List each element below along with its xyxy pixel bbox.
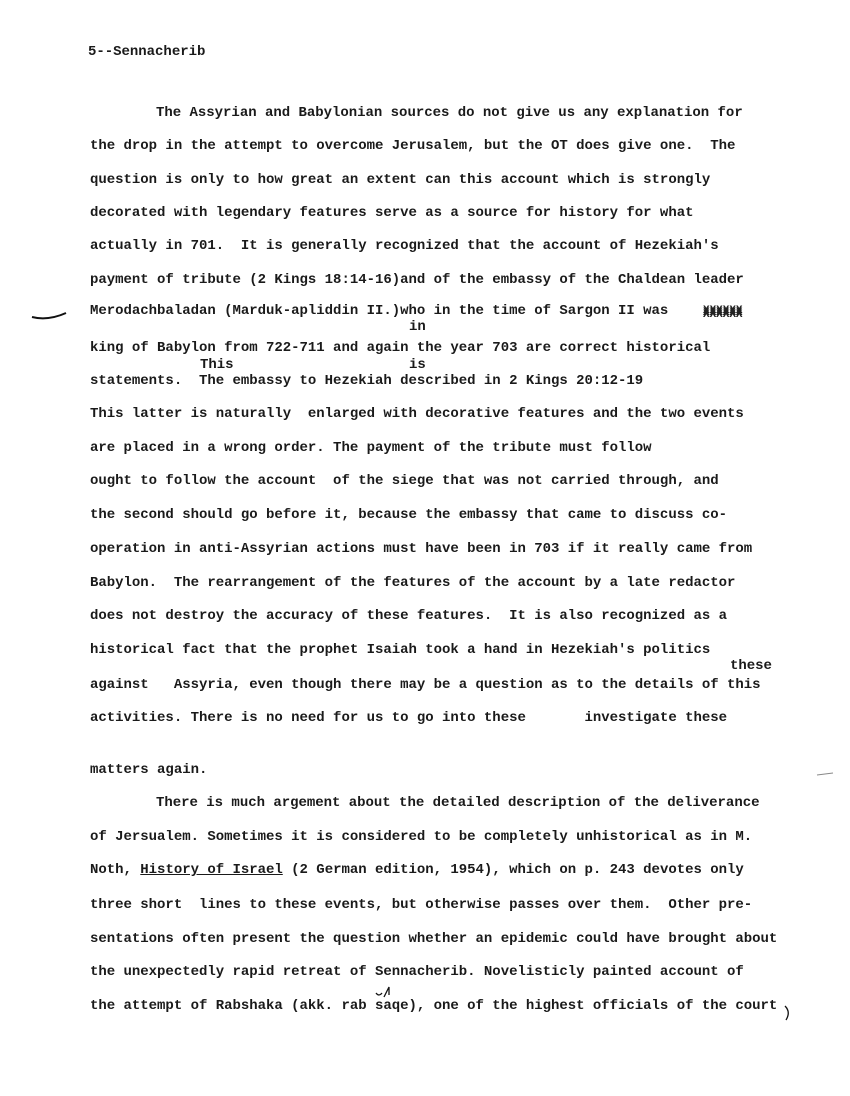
- text-line: statements. The embassy to Hezekiah described in 2 Kings 20:12-19: [90, 373, 644, 389]
- text-line: the second should go before it, because the embassy that came to discuss co-: [90, 507, 727, 523]
- text-line: actually in 701. It is generally recognized that the account of Hezekiah's: [90, 238, 719, 254]
- text-line: sentations often present the question whether an epidemic could have brought about: [90, 931, 778, 947]
- noth-before: Noth,: [90, 862, 141, 878]
- book-title: History of Israel: [140, 862, 283, 878]
- diacritic-mark: [374, 985, 394, 999]
- noth-after: (2 German edition, 1954), which on p. 243 devotes only: [282, 862, 744, 878]
- text-line: matters again.: [90, 762, 208, 778]
- margin-dash-mark: [815, 770, 835, 778]
- text-line: the unexpectedly rapid retreat of Sennacherib. Novelisticly painted account of: [90, 964, 744, 980]
- text-line: ought to follow the account of the siege that was not carried through, and: [90, 473, 719, 489]
- text-line: of Jersualem. Sometimes it is considered to be completely unhistorical as in M.: [90, 829, 753, 845]
- text-line: the attempt of Rabshaka (akk. rab saqe), one of the highest officials of the court: [90, 998, 778, 1014]
- text-line: This latter is naturally enlarged with decorative features and the two events: [90, 406, 744, 422]
- interlinear-these: these: [730, 658, 772, 674]
- interlinear-is: is: [409, 357, 426, 373]
- text-line: operation in anti-Assyrian actions must have been in 703 if it really came from: [90, 541, 753, 557]
- text-line: the drop in the attempt to overcome Jerusalem, but the OT does give one. The: [90, 138, 736, 154]
- page-header: 5--Sennacherib: [88, 44, 206, 60]
- margin-bracket-mark: [782, 1004, 794, 1022]
- text-line: The Assyrian and Babylonian sources do not give us any explanation for: [156, 105, 743, 121]
- noth-line: [90, 862, 744, 878]
- text-line: does not destroy the accuracy of these features. It is also recognized as a: [90, 608, 727, 624]
- text-line: question is only to how great an extent can this account which is strongly: [90, 172, 711, 188]
- text-line: There is much argement about the detailed description of the deliverance: [156, 795, 760, 811]
- text-line: Babylon. The rearrangement of the features of the account by a late redactor: [90, 575, 736, 591]
- text-line: decorated with legendary features serve as a source for history for what: [90, 205, 694, 221]
- struck-out-text: XXXXXX: [703, 305, 743, 317]
- text-line: king of Babylon from 722-711 and again the year 703 are correct historical: [90, 340, 711, 356]
- text-line: three short lines to these events, but otherwise passes over them. Other pre-: [90, 897, 753, 913]
- interlinear-this: This: [200, 357, 234, 373]
- text-line: payment of tribute (2 Kings 18:14-16)and of the embassy of the Chaldean leader: [90, 272, 744, 288]
- text-line: are placed in a wrong order. The payment of the tribute must follow: [90, 440, 652, 456]
- interlinear-in: in: [409, 319, 426, 335]
- text-line: activities. There is no need for us to go into these investigate these: [90, 710, 727, 726]
- text-line: against Assyria, even though there may be a question as to the details of this: [90, 677, 761, 693]
- text-line: Merodachbaladan (Marduk-apliddin II.)who in the time of Sargon II was: [90, 303, 669, 319]
- margin-line-mark: [30, 308, 70, 322]
- text-line: historical fact that the prophet Isaiah took a hand in Hezekiah's politics: [90, 642, 711, 658]
